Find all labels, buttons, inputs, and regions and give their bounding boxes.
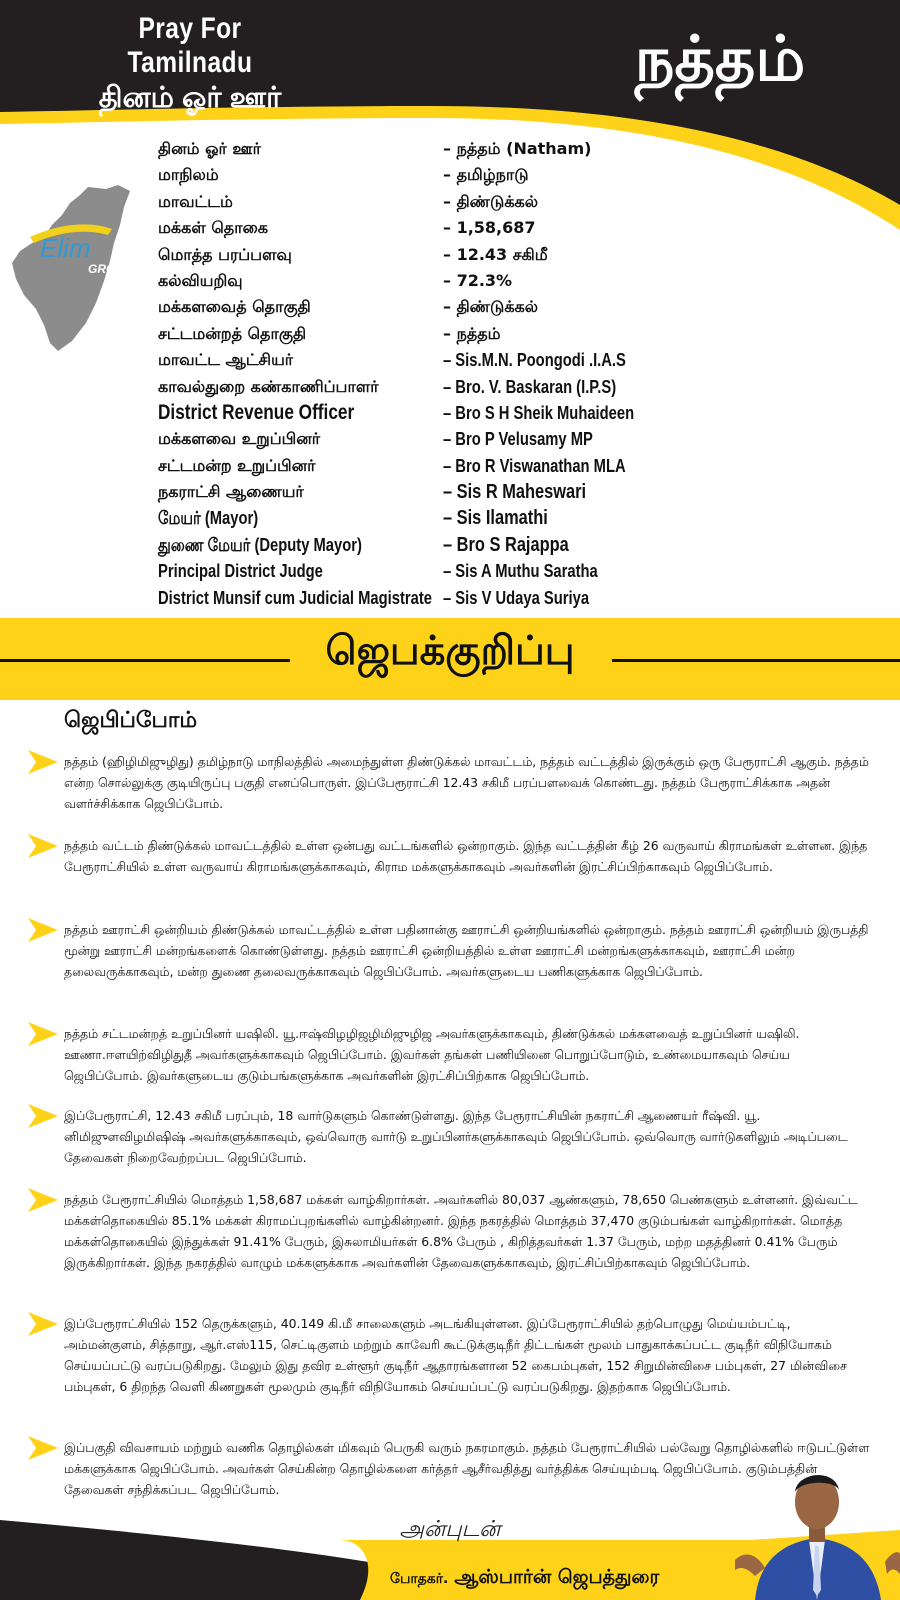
info-value: – Bro R Viswanathan MLA [443, 455, 626, 476]
info-row [158, 426, 858, 452]
info-value: – 1,58,687 [443, 218, 536, 238]
prayer-paragraph: நத்தம் (ஹிழிமிஜுழிது) தமிழ்நாடு மாநிலத்தில் அமைந்துள்ள திண்டுக்கல் மாவட்டம், நத்தம் வட்டத்தில் இருக்கும் ஒரு பேரூராட்சி ஆகும். நத்தம் என்ற சொல்லுக்கு குடியிருப்பு பகுதி எனப்பொருள். இப்பேரூராட்சி 12.43 சகிமீ பரப்பளவைக் கொண்டது. நத்தம் பேரூராட்சிக்காக அதன் வளர்ச்சிக்காக ஜெபிப்போம். [64, 754, 869, 811]
prayer-paragraph: இப்பகுதி விவசாயம் மற்றும் வணிக தொழில்கள் மிகவும் பெருகி வரும் நகரமாகும். நத்தம் பேரூராட்சியில் பல்வேறு தொழில்களில் ஈடுபட்டுள்ள மக்களுக்காக ஜெபிப்போம். அவர்கள் செய்கின்ற தொழில்களை கர்த்தர் ஆசீர்வதித்து வர்த்திக்க செய்யும்படி ஜெபிப்போம். குடும்பத்தின் தேவைகள் சந்திக்கப்பட ஜெபிப்போம். [64, 1440, 870, 1497]
info-row [158, 215, 858, 241]
info-row [158, 400, 858, 426]
info-row [158, 374, 858, 400]
info-key: சட்டமன்ற உறுப்பினர் [158, 455, 316, 475]
banner-title-wrap [0, 628, 900, 679]
info-key: மேயர் (Mayor) [158, 508, 259, 529]
info-key: Principal District Judge [158, 561, 323, 582]
prayer-paragraph: இப்பேரூராட்சி, 12.43 சகிமீ பரப்பும், 18 வார்டுகளும் கொண்டுள்ளது. இந்த பேரூராட்சியின் நகராட்சி ஆணையர் ரீஷ்வி. யூ. னிமிஜுளவிழமிஷிஷ் அவர்களுக்காகவும், ஒவ்வொரு வார்டு உறுப்பினர்களுக்காகவும் ஜெபிப்போம். ஒவ்வொரு வார்டுகளிலும் அடிப்படை தேவைகள் நிறைவேற்றப்பட ஜெபிப்போம். [64, 1108, 848, 1165]
info-value: – தமிழ்நாடு [443, 165, 529, 185]
town-title: நத்தம் [634, 22, 806, 95]
info-value: – Bro S Rajappa [443, 533, 569, 556]
logo-sub: GRC [88, 262, 115, 276]
info-key: மொத்த பரப்பளவு [158, 244, 292, 264]
info-key: காவல்துறை கண்காணிப்பாளர் [158, 376, 379, 396]
info-row [158, 136, 858, 162]
info-value: – 72.3% [443, 270, 513, 290]
info-value: – Sis R Maheswari [443, 481, 587, 504]
pastor-title: போதகர். [390, 1571, 449, 1587]
info-key: நகராட்சி ஆணையர் [158, 482, 304, 502]
info-value: – திண்டுக்கல் [443, 297, 539, 317]
info-row [158, 532, 858, 558]
info-value: – 12.43 சகிமீ [443, 244, 548, 264]
info-row [158, 242, 858, 268]
arrow-icon [28, 1312, 58, 1336]
info-row [158, 505, 858, 531]
info-key: மக்கள் தொகை [158, 218, 268, 238]
info-row [158, 189, 858, 215]
prayer-paragraph: நத்தம் சட்டமன்றத் உறுப்பினர் யஷிலி. யூ.ஈஷ்விழழிஜழிமிஜுழிஜ அவர்களுக்காகவும், திண்டுக்கல் மக்களவைத் உறுப்பினர் யஷிலி. ஊணா.ஈளயிற்விழிதுதீ அவர்களுக்காகவும் ஜெபிப்போம். இவர்கள் தங்கள் பணியினை பொறுப்போடும், உண்மையாகவும் செய்ய ஜெபிப்போம். இவர்களுடைய குடும்பங்களுக்காக அவர்களின் இரட்சிப்பிற்காக ஜெபிப்போம். [64, 1026, 800, 1083]
brand-line2: தினம் ஓர் ஊர் [98, 82, 282, 114]
info-row [158, 479, 858, 505]
info-table [158, 136, 858, 611]
info-row [158, 558, 858, 584]
brand [60, 12, 320, 118]
arrow-icon [28, 1022, 58, 1046]
info-value: – Bro S H Sheik Muhaideen [443, 402, 635, 423]
prayer-banner [0, 618, 900, 700]
tamilnadu-map [10, 185, 140, 355]
arrow-icon [28, 918, 58, 942]
info-value: – நத்தம் (Natham) [443, 139, 592, 158]
info-key: District Munsif cum Judicial Magistrate [158, 587, 432, 608]
info-key: துணை மேயர் (Deputy Mayor) [158, 534, 362, 555]
pastor-name-line [390, 1566, 659, 1591]
info-row [158, 585, 858, 611]
prayer-heading: ஜெபிப்போம் [64, 708, 198, 733]
info-row [158, 453, 858, 479]
info-value: – Sis.M.N. Poongodi .I.A.S [443, 350, 626, 371]
logo-text: Elim [40, 233, 91, 263]
info-value: – Sis Ilamathi [443, 507, 548, 530]
info-value: – Bro. V. Baskaran (I.P.S) [443, 376, 617, 397]
info-value: – நத்தம் [443, 323, 501, 343]
info-key: District Revenue Officer [158, 400, 355, 424]
info-row [158, 268, 858, 294]
map-icon [10, 185, 140, 355]
info-value: – Sis V Udaya Suriya [443, 587, 590, 608]
arrow-icon [28, 1104, 58, 1128]
prayer-paragraph: நத்தம் வட்டம் திண்டுக்கல் மாவட்டத்தில் உள்ள ஒன்பது வட்டங்களில் ஒன்றாகும். இந்த வட்டத்தின் கீழ் 26 வருவாய் கிராமங்கள் உள்ளன. இந்த பேரூராட்சியில் உள்ள வருவாய் கிராமங்களுக்காகவும், கிராம மக்களுக்காகவும் அவர்களின் இரட்சிப்பிற்காகவும் ஜெபிப்போம். [64, 838, 868, 874]
arrow-icon [28, 834, 58, 858]
prayer-paragraph: நத்தம் பேரூராட்சியில் மொத்தம் 1,58,687 மக்கள் வாழ்கிறார்கள். அவர்களில் 80,037 ஆண்களும், 78,650 பெண்களும் உள்ளனர். இவ்வட்ட மக்கள்தொகையில் 85.1% மக்கள் கிராமப்புறங்களில் வாழ்கின்றனர். இந்த நகரத்தில் மொத்தம் 37,470 குடும்பங்கள் வாழ்கிறார்கள். மொத்த மக்கள்தொகையில் இந்துக்கள் 91.41% பேரும், இசுலாமியர்கள் 6.8% பேரும் , கிறித்தவர்கள் 1.37 பேரும், மற்ற மதத்தினர் 0.41% பேரும் இருக்கிறார்கள். இந்த நகரத்தில் வாழும் மக்களுக்காக அவர்களின் தேவைகளுக்காகவும், இரட்சிப்பிற்காகவும் ஜெபிப்போம். [64, 1192, 858, 1270]
info-value: – Bro P Velusamy MP [443, 429, 593, 450]
prayer-paragraph: நத்தம் ஊராட்சி ஒன்றியம் திண்டுக்கல் மாவட்டத்தில் உள்ள பதினான்கு ஊராட்சி ஒன்றியங்களில் ஒன்றாகும். நத்தம் ஊராட்சி ஒன்றியம் இருபத்தி மூன்று ஊராட்சி மன்றங்களைக் கொண்டுள்ளது. நத்தம் ஊராட்சி ஒன்றியத்தில் உள்ள ஊராட்சி மன்றங்களுக்காகவும், ஊராட்சி மன்ற தலைவருக்காகவும், மன்ற துணை தலைவருக்காகவும் ஜெபிப்போம். அவர்களுடைய பணிகளுக்காக ஜெபிப்போம். [64, 922, 869, 979]
info-row [158, 294, 858, 320]
info-key: தினம் ஓர் ஊர் [158, 139, 261, 158]
info-row [158, 347, 858, 373]
pastor-name: ஆஸ்பார்ன் ஜெபத்துரை [454, 1566, 660, 1588]
arrow-icon [28, 1436, 58, 1460]
brand-line1: Pray For Tamilnadu [127, 12, 253, 79]
info-key: சட்டமன்றத் தொகுதி [158, 323, 307, 343]
info-row [158, 162, 858, 188]
banner-title: ஜெபக்குறிப்பு [307, 628, 592, 674]
info-row [158, 321, 858, 347]
anbudan-signature: அன்புடன் [399, 1517, 501, 1542]
info-value: – Sis A Muthu Saratha [443, 561, 598, 582]
info-value: – திண்டுக்கல் [443, 191, 539, 211]
arrow-icon [28, 1188, 58, 1212]
pastor-photo [735, 1450, 900, 1600]
info-key: மாநிலம் [158, 165, 219, 185]
info-key: மக்களவைத் தொகுதி [158, 297, 311, 317]
arrow-icon [28, 750, 58, 774]
prayer-paragraph: இப்பேரூராட்சியில் 152 தெருக்களும், 40.149 கி.மீ சாலைகளும் அடங்கியுள்ளன. இப்பேரூராட்சியில் தற்பொழுது மெய்யம்பட்டி, அம்மன்குளம், சித்தாறு, ஆர்.எஸ்115, செட்டிகுளம் மற்றும் காவேரி கூட்டுக்குடிநீர் திட்டங்கள் மூலம் பாதுகாக்கப்பட்ட குடிநீர் விநியோகம் செய்யப்பட்டு வரப்படுகிறது. மேலும் இது தவிர உள்ளூர் குடிநீர் ஆதாரங்களான 52 கைபம்புகள், 152 சிறுமின்விசை பம்புகள், 27 மின்விசை பம்புகள், 6 திறந்த வெளி கிணறுகள் மூலமும் குடிநீர் விநியோகம் செய்யப்பட்டு வரப்படுகிறது. இதற்காக ஜெபிப்போம். [64, 1316, 847, 1394]
info-key: மாவட்டம் [158, 191, 233, 211]
info-key: கல்வியறிவு [158, 270, 243, 290]
info-key: மக்களவை உறுப்பினர் [158, 429, 321, 449]
info-key: மாவட்ட ஆட்சியர் [158, 350, 294, 370]
